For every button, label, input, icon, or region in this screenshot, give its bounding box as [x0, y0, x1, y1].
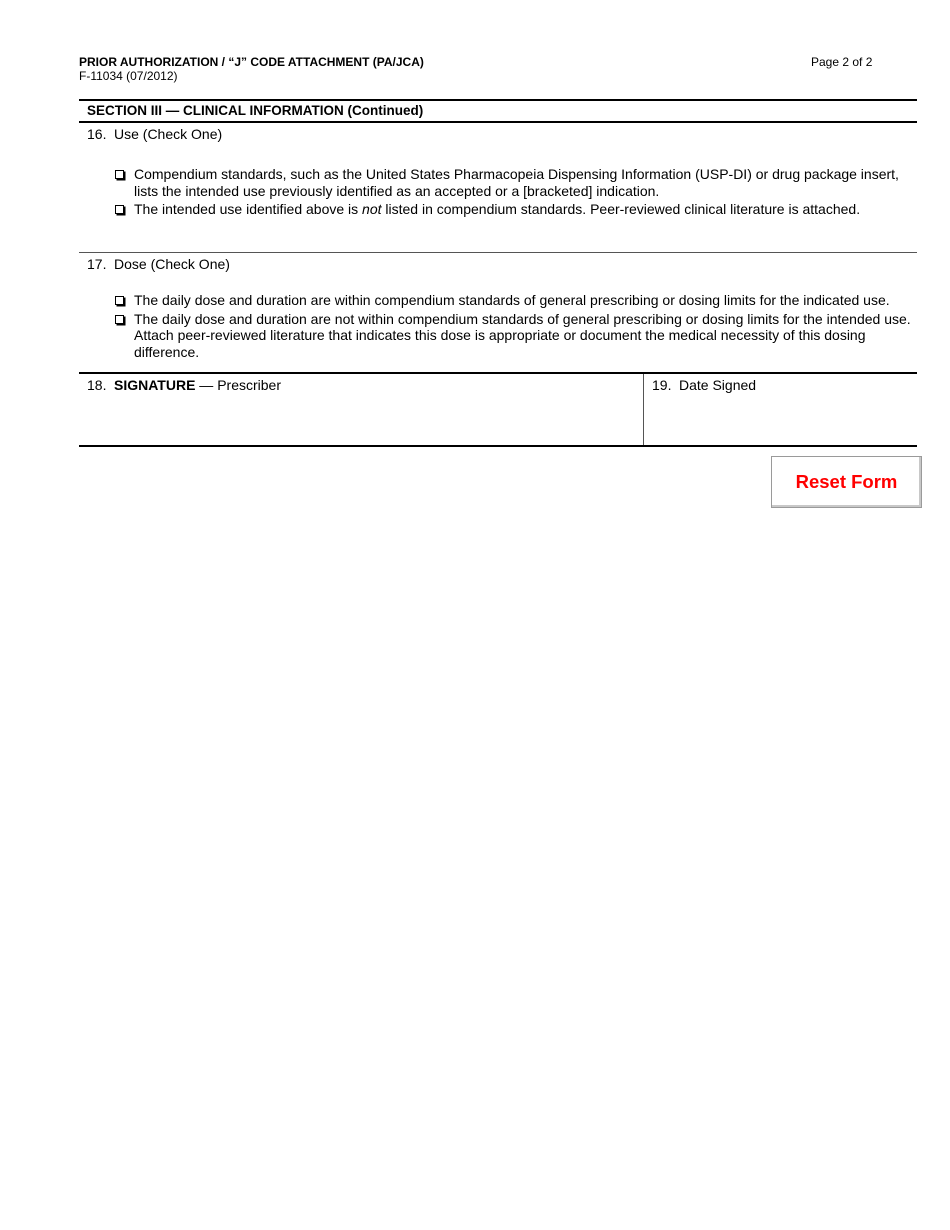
- reset-form-button[interactable]: Reset Form: [771, 456, 922, 508]
- use-not-listed-checkbox[interactable]: [115, 205, 124, 214]
- option-text-part: The intended use identified above is: [134, 201, 363, 217]
- signature-field[interactable]: [87, 394, 643, 442]
- question-number: 18.: [87, 377, 107, 393]
- dose-not-within-checkbox[interactable]: [115, 315, 124, 324]
- date-signed-cell: [644, 374, 917, 445]
- date-signed-field[interactable]: [652, 394, 917, 442]
- option-text: [134, 201, 860, 218]
- date-signed-label: Date Signed: [679, 377, 757, 393]
- question-number: 17.: [87, 256, 107, 272]
- dose-option-within: [115, 292, 917, 309]
- question-17-dose: [79, 253, 917, 372]
- signature-cell: [79, 374, 644, 445]
- signature-row: [79, 372, 917, 447]
- signature-label: SIGNATURE: [114, 377, 196, 393]
- question-number: 16.: [87, 126, 107, 142]
- signature-label-rest: — Prescriber: [195, 377, 281, 393]
- form-title: PRIOR AUTHORIZATION / “J” CODE ATTACHMENT (PA/JCA): [79, 55, 424, 69]
- option-text: Compendium standards, such as the United States Pharmacopeia Dispensing Information (USP-DI) or drug package insert, lists the intended use previously identified as an accepted or a [bracketed] indication.: [134, 166, 899, 199]
- form-body: [79, 99, 917, 447]
- question-17-label: [79, 253, 917, 273]
- question-number: 19.: [652, 377, 672, 393]
- option-text-part: listed in compendium standards. Peer-reviewed clinical literature is attached.: [381, 201, 861, 217]
- use-options: [79, 166, 917, 218]
- option-text-emphasis: not: [362, 201, 382, 217]
- use-option-not-listed: [115, 201, 917, 218]
- dose-options: [79, 292, 917, 360]
- page-number: Page 2 of 2: [811, 55, 873, 69]
- question-text: Dose (Check One): [114, 256, 230, 272]
- section-title: SECTION III — CLINICAL INFORMATION (Continued): [79, 99, 917, 123]
- form-code: F-11034 (07/2012): [79, 69, 178, 83]
- dose-within-checkbox[interactable]: [115, 296, 124, 305]
- use-option-compendium: [115, 166, 917, 199]
- option-text: The daily dose and duration are within compendium standards of general prescribing or dosing limits for the indicated use.: [134, 292, 890, 308]
- dose-option-not-within: [115, 311, 917, 361]
- question-text: Use (Check One): [114, 126, 223, 142]
- option-text: The daily dose and duration are not within compendium standards of general prescribing or dosing limits for the intended use. Attach peer-reviewed literature that indicates this dose is appropriate or document the medical necessity of this dosing difference.: [134, 310, 911, 360]
- question-16-label: [79, 123, 917, 143]
- question-16-use: [79, 123, 917, 253]
- use-compendium-checkbox[interactable]: [115, 170, 124, 179]
